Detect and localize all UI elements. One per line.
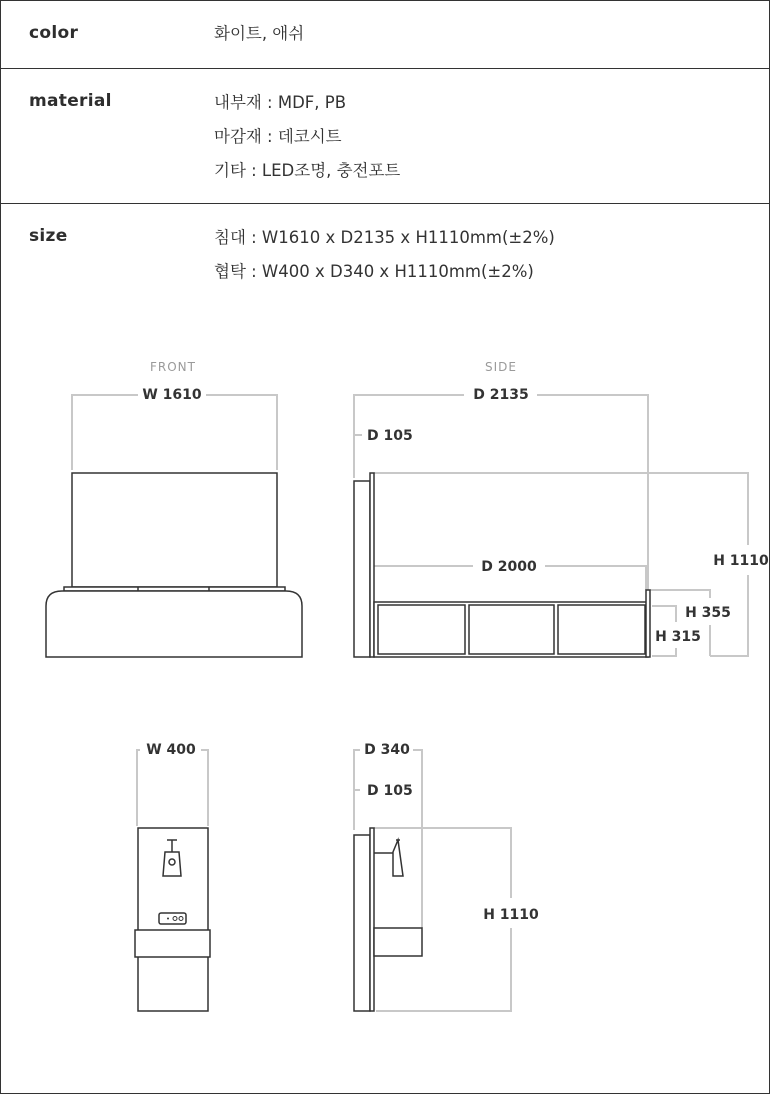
size-line-nightstand: 협탁 : W400 x D340 x H1110mm(±2%)	[214, 262, 534, 281]
bed-frame-height-dim	[650, 590, 710, 656]
material-line-other: 기타 : LED조명, 충전포트	[214, 161, 401, 180]
table-side-shelf	[374, 928, 422, 956]
bed-side-drawer-3	[558, 605, 645, 654]
bed-front-width-dim	[72, 395, 277, 470]
bed-side-headboard	[354, 481, 370, 657]
bed-front-headboard	[72, 473, 277, 587]
table-height-label: H 1110	[483, 907, 539, 923]
size-label: size	[29, 226, 68, 246]
table-side-edge	[370, 828, 374, 1011]
lamp-side-icon	[374, 840, 403, 876]
size-line-bed: 침대 : W1610 x D2135 x H1110mm(±2%)	[214, 228, 555, 247]
bed-side-depth-label: D 2135	[473, 387, 529, 403]
bed-front-width-label: W 1610	[142, 387, 202, 403]
color-label: color	[29, 23, 79, 43]
outlines	[46, 473, 650, 1011]
bed-base-height-label: H 315	[655, 629, 701, 645]
bed-frame-height-label: H 355	[685, 605, 731, 621]
bed-side-footboard	[646, 590, 650, 657]
material-label: material	[29, 91, 112, 111]
table-panel-depth-label: D 105	[367, 783, 413, 799]
table-depth-label: D 340	[364, 742, 410, 758]
table-side-panel	[354, 835, 370, 1011]
material-line-inner: 내부재 : MDF, PB	[214, 93, 347, 112]
material-line-finish: 마감재 : 데코시트	[214, 127, 342, 146]
bed-headboard-depth-label: D 105	[367, 428, 413, 444]
bed-front-base	[46, 591, 302, 657]
table-width-dim	[137, 750, 208, 826]
bed-frame-depth-label: D 2000	[481, 559, 537, 575]
bed-side-drawer-2	[469, 605, 554, 654]
bed-height-label: H 1110	[713, 553, 769, 569]
table-front-drawer	[135, 930, 210, 957]
front-caption: FRONT	[150, 360, 196, 374]
table-width-label: W 400	[146, 742, 196, 758]
bed-side-drawer-1	[378, 605, 465, 654]
color-value: 화이트, 애쉬	[214, 24, 305, 43]
side-caption: SIDE	[485, 360, 517, 374]
